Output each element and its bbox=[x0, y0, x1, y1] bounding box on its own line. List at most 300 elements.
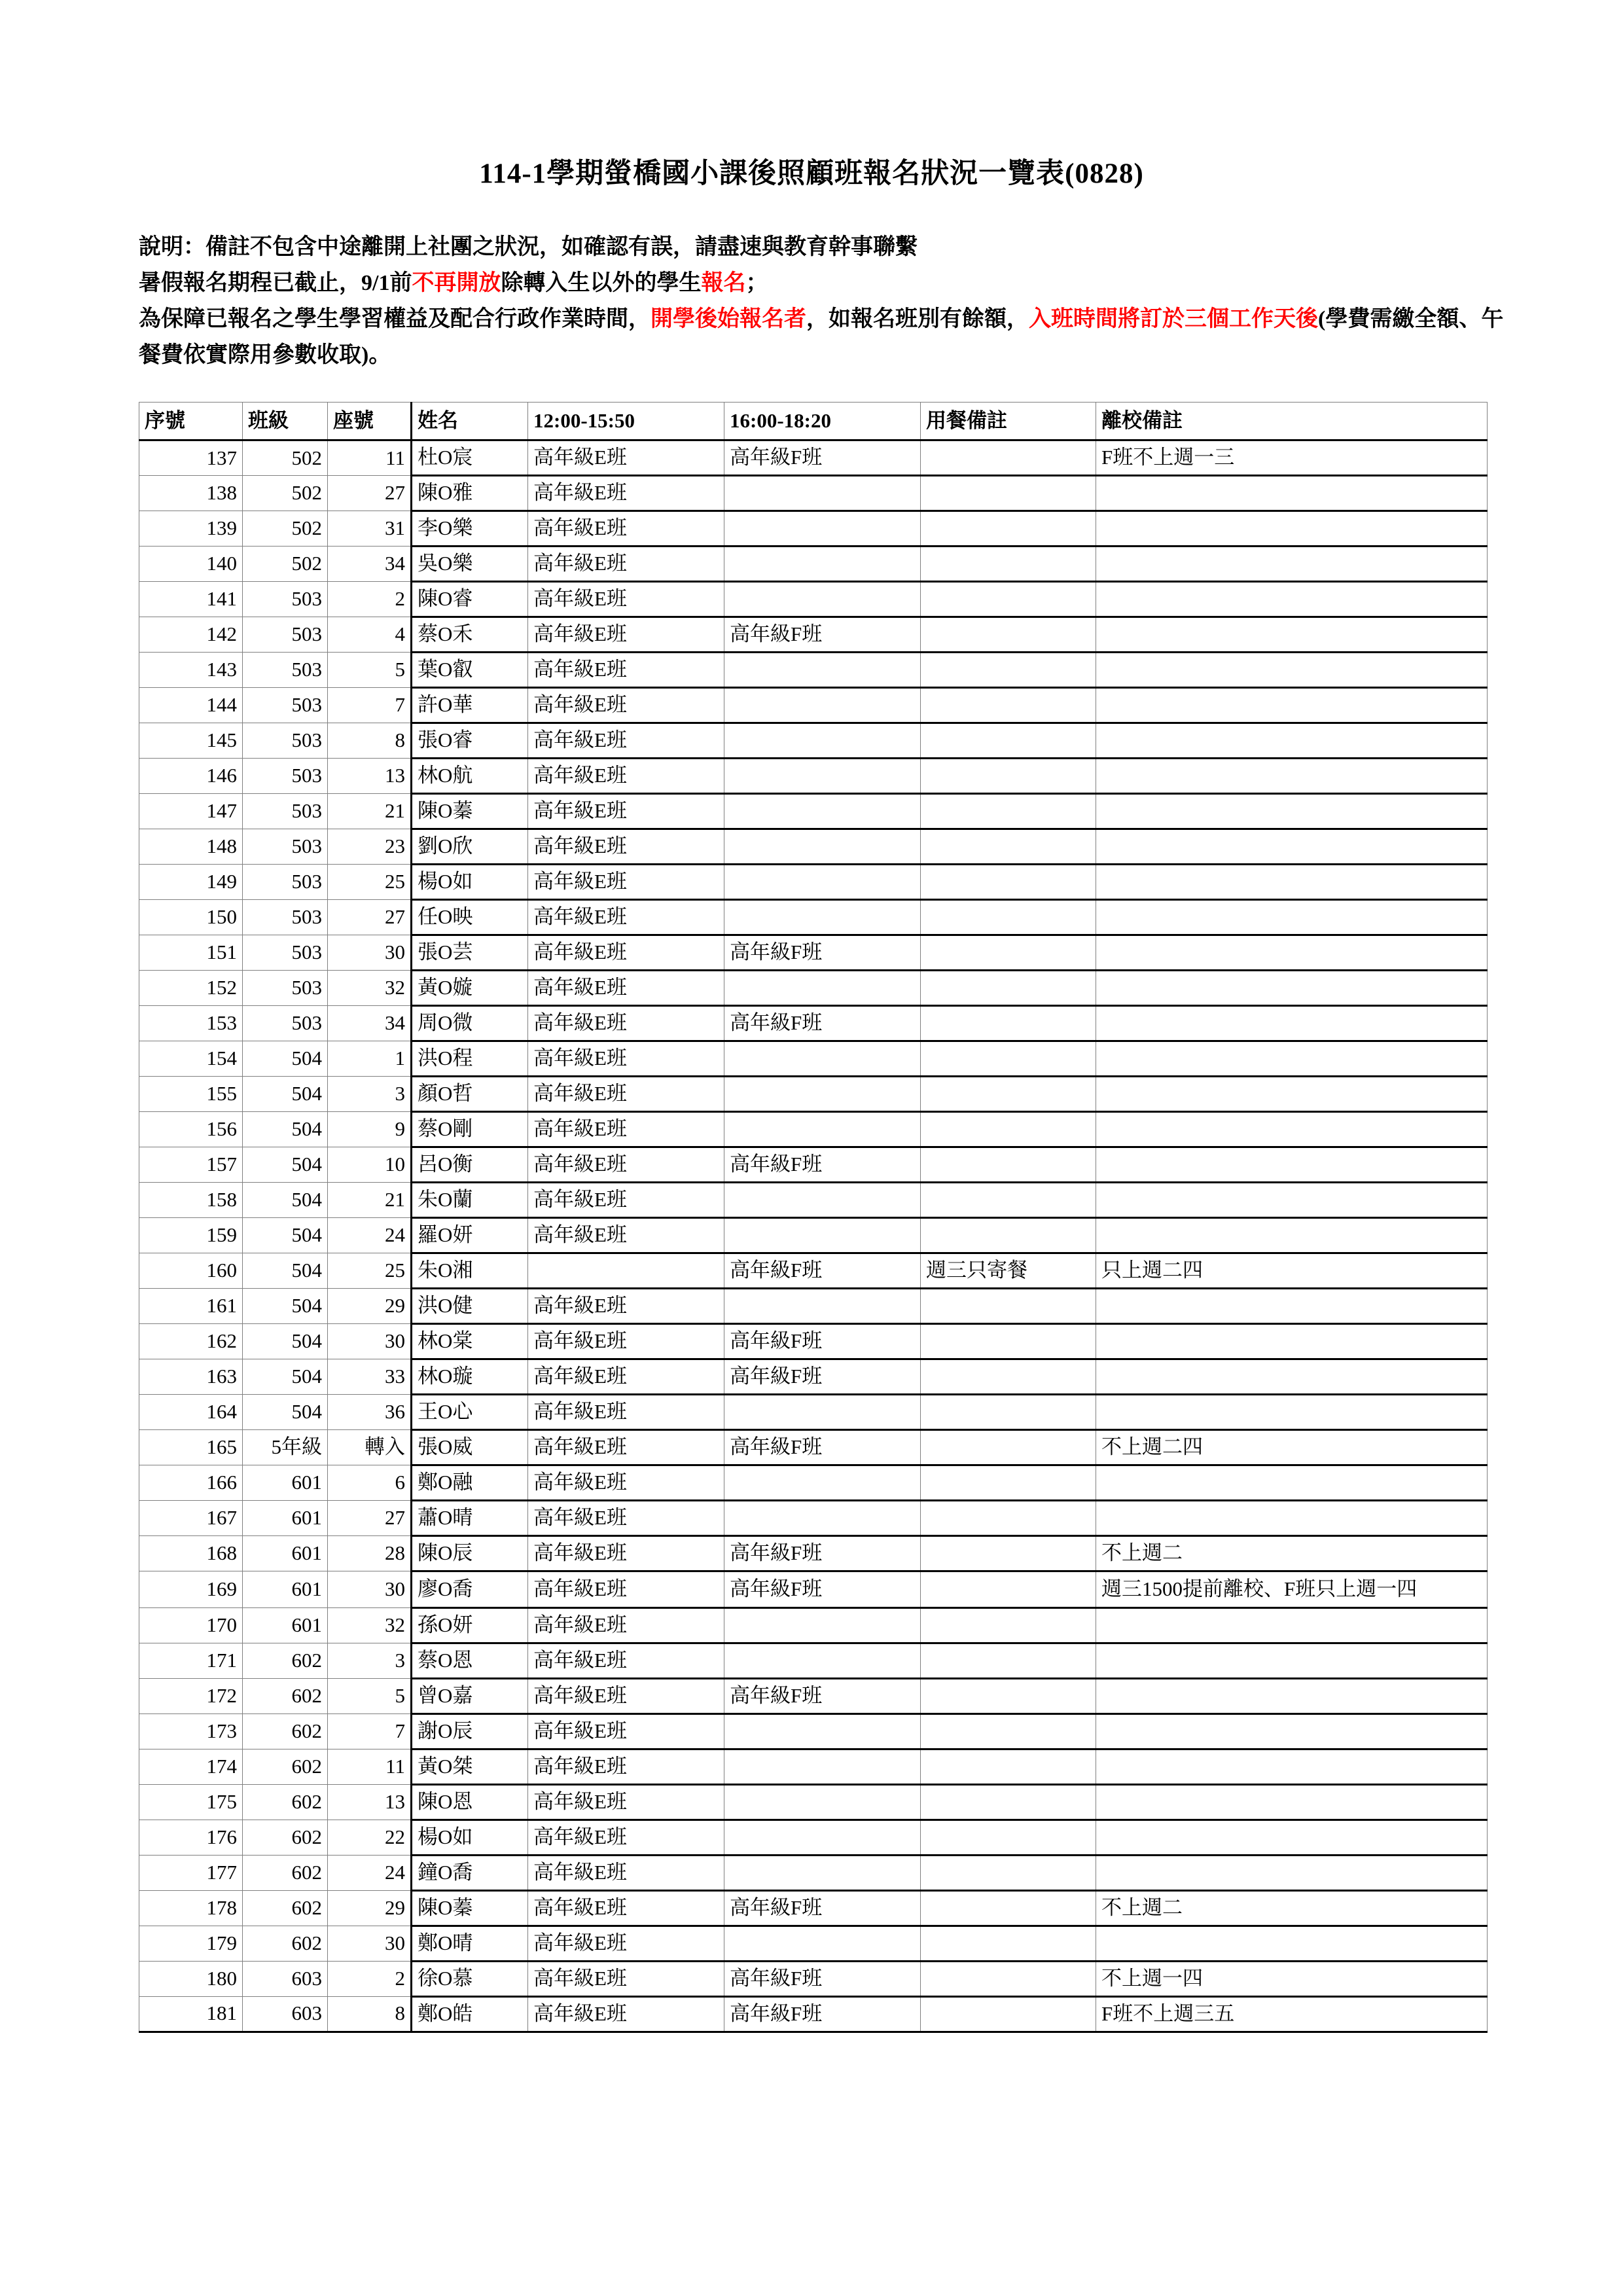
cell-slot-a: 高年級E班 bbox=[528, 899, 724, 935]
cell-slot-a: 高年級E班 bbox=[528, 1926, 724, 1961]
cell-slot-a: 高年級E班 bbox=[528, 1820, 724, 1855]
cell-meal bbox=[921, 1359, 1096, 1394]
table-row bbox=[139, 1820, 1488, 1855]
table-row bbox=[139, 1465, 1488, 1500]
cell-leave bbox=[1096, 899, 1488, 935]
table-row bbox=[139, 1678, 1488, 1713]
table-row bbox=[139, 1111, 1488, 1147]
cell-slot-b: 高年級F班 bbox=[724, 1535, 921, 1571]
cell-seq: 159 bbox=[139, 1217, 243, 1253]
cell-slot-b bbox=[724, 899, 921, 935]
cell-meal bbox=[921, 1041, 1096, 1076]
page-title: 114-1學期螢橋國小課後照顧班報名狀況一覽表(0828) bbox=[479, 158, 1144, 189]
cell-number: 2 bbox=[328, 1961, 412, 1996]
cell-name: 杜O宸 bbox=[412, 440, 528, 475]
cell-seq: 152 bbox=[139, 970, 243, 1005]
cell-class: 504 bbox=[243, 1359, 328, 1394]
cell-leave bbox=[1096, 475, 1488, 511]
cell-meal bbox=[921, 1535, 1096, 1571]
note-line-2 bbox=[139, 265, 1513, 301]
cell-slot-a: 高年級E班 bbox=[528, 1961, 724, 1996]
cell-seq: 138 bbox=[139, 475, 243, 511]
cell-meal bbox=[921, 723, 1096, 758]
cell-number: 24 bbox=[328, 1855, 412, 1890]
cell-seq: 146 bbox=[139, 758, 243, 793]
cell-number: 3 bbox=[328, 1076, 412, 1111]
cell-number: 23 bbox=[328, 829, 412, 864]
cell-number: 5 bbox=[328, 1678, 412, 1713]
cell-slot-a: 高年級E班 bbox=[528, 1500, 724, 1535]
cell-number: 30 bbox=[328, 935, 412, 970]
cell-meal bbox=[921, 511, 1096, 546]
cell-slot-a: 高年級E班 bbox=[528, 1996, 724, 2032]
cell-slot-a: 高年級E班 bbox=[528, 1394, 724, 1429]
cell-meal bbox=[921, 1323, 1096, 1359]
cell-seq: 157 bbox=[139, 1147, 243, 1182]
cell-leave bbox=[1096, 1855, 1488, 1890]
cell-seq: 160 bbox=[139, 1253, 243, 1288]
cell-leave bbox=[1096, 829, 1488, 864]
cell-name: 蔡O剛 bbox=[412, 1111, 528, 1147]
cell-meal bbox=[921, 1926, 1096, 1961]
cell-meal: 週三只寄餐 bbox=[921, 1253, 1096, 1288]
note-line-3-part-b: ，如報名班別有餘額， bbox=[806, 306, 1029, 331]
cell-name: 廖O喬 bbox=[412, 1571, 528, 1607]
table-row bbox=[139, 1288, 1488, 1323]
col-header-slot-a: 12:00-15:50 bbox=[528, 402, 724, 440]
cell-leave bbox=[1096, 1005, 1488, 1041]
cell-leave bbox=[1096, 723, 1488, 758]
cell-meal bbox=[921, 1820, 1096, 1855]
table-row bbox=[139, 935, 1488, 970]
cell-name: 林O棠 bbox=[412, 1323, 528, 1359]
table-row bbox=[139, 864, 1488, 899]
table-row bbox=[139, 440, 1488, 475]
cell-class: 601 bbox=[243, 1607, 328, 1643]
cell-slot-b: 高年級F班 bbox=[724, 617, 921, 652]
cell-name: 周O微 bbox=[412, 1005, 528, 1041]
cell-slot-b: 高年級F班 bbox=[724, 1253, 921, 1288]
cell-name: 謝O辰 bbox=[412, 1713, 528, 1749]
cell-class: 503 bbox=[243, 864, 328, 899]
cell-slot-b bbox=[724, 1394, 921, 1429]
cell-seq: 179 bbox=[139, 1926, 243, 1961]
cell-slot-b bbox=[724, 1041, 921, 1076]
cell-class: 503 bbox=[243, 793, 328, 829]
cell-number: 3 bbox=[328, 1643, 412, 1678]
table-row bbox=[139, 1182, 1488, 1217]
cell-leave bbox=[1096, 1749, 1488, 1784]
col-header-leave: 離校備註 bbox=[1096, 402, 1488, 440]
cell-class: 503 bbox=[243, 935, 328, 970]
table-row bbox=[139, 1855, 1488, 1890]
cell-meal bbox=[921, 475, 1096, 511]
cell-slot-b bbox=[724, 1784, 921, 1820]
cell-slot-a: 高年級E班 bbox=[528, 864, 724, 899]
cell-seq: 158 bbox=[139, 1182, 243, 1217]
cell-slot-b bbox=[724, 1288, 921, 1323]
cell-number: 27 bbox=[328, 1500, 412, 1535]
table-row bbox=[139, 970, 1488, 1005]
cell-meal bbox=[921, 1749, 1096, 1784]
note-line-3-highlight-1: 開學後始報名者 bbox=[651, 306, 806, 331]
cell-slot-b: 高年級F班 bbox=[724, 1678, 921, 1713]
cell-meal bbox=[921, 1961, 1096, 1996]
cell-class: 503 bbox=[243, 652, 328, 687]
cell-number: 24 bbox=[328, 1217, 412, 1253]
cell-leave bbox=[1096, 1678, 1488, 1713]
cell-meal bbox=[921, 864, 1096, 899]
cell-slot-b bbox=[724, 546, 921, 581]
table-row bbox=[139, 1359, 1488, 1394]
cell-class: 602 bbox=[243, 1784, 328, 1820]
cell-leave bbox=[1096, 1784, 1488, 1820]
cell-name: 任O映 bbox=[412, 899, 528, 935]
cell-leave bbox=[1096, 1041, 1488, 1076]
cell-number: 22 bbox=[328, 1820, 412, 1855]
cell-leave bbox=[1096, 1288, 1488, 1323]
table-row bbox=[139, 546, 1488, 581]
cell-class: 504 bbox=[243, 1147, 328, 1182]
cell-class: 504 bbox=[243, 1076, 328, 1111]
cell-slot-b: 高年級F班 bbox=[724, 1147, 921, 1182]
cell-name: 陳O蓁 bbox=[412, 1890, 528, 1926]
cell-seq: 141 bbox=[139, 581, 243, 617]
cell-leave bbox=[1096, 1643, 1488, 1678]
cell-leave: 不上週一四 bbox=[1096, 1961, 1488, 1996]
cell-class: 602 bbox=[243, 1820, 328, 1855]
note-line-2-highlight-2: 報名 bbox=[701, 270, 746, 295]
cell-name: 鄭O融 bbox=[412, 1465, 528, 1500]
cell-slot-a: 高年級E班 bbox=[528, 687, 724, 723]
cell-slot-a: 高年級E班 bbox=[528, 475, 724, 511]
cell-slot-a: 高年級E班 bbox=[528, 1111, 724, 1147]
cell-slot-b bbox=[724, 1926, 921, 1961]
cell-name: 鄭O晴 bbox=[412, 1926, 528, 1961]
cell-leave bbox=[1096, 1926, 1488, 1961]
cell-meal bbox=[921, 829, 1096, 864]
cell-leave bbox=[1096, 864, 1488, 899]
cell-slot-b bbox=[724, 475, 921, 511]
cell-leave: 不上週二四 bbox=[1096, 1429, 1488, 1465]
table-row bbox=[139, 1535, 1488, 1571]
col-header-meal: 用餐備註 bbox=[921, 402, 1096, 440]
cell-slot-a: 高年級E班 bbox=[528, 1217, 724, 1253]
cell-meal bbox=[921, 1500, 1096, 1535]
cell-name: 王O心 bbox=[412, 1394, 528, 1429]
cell-slot-a: 高年級E班 bbox=[528, 1855, 724, 1890]
cell-number: 7 bbox=[328, 687, 412, 723]
cell-number: 30 bbox=[328, 1323, 412, 1359]
cell-slot-a: 高年級E班 bbox=[528, 1076, 724, 1111]
cell-slot-b bbox=[724, 1820, 921, 1855]
cell-meal bbox=[921, 1713, 1096, 1749]
cell-leave-text: 週三1500提前離校、F班只上週一四 bbox=[1101, 1577, 1418, 1600]
col-header-class: 班級 bbox=[243, 402, 328, 440]
cell-class: 503 bbox=[243, 723, 328, 758]
cell-number: 34 bbox=[328, 1005, 412, 1041]
cell-name: 楊O如 bbox=[412, 864, 528, 899]
cell-slot-a bbox=[528, 1253, 724, 1288]
cell-class: 502 bbox=[243, 440, 328, 475]
cell-leave bbox=[1096, 935, 1488, 970]
cell-name: 陳O辰 bbox=[412, 1535, 528, 1571]
cell-class: 504 bbox=[243, 1111, 328, 1147]
table-row bbox=[139, 652, 1488, 687]
cell-leave bbox=[1096, 1500, 1488, 1535]
cell-class: 504 bbox=[243, 1182, 328, 1217]
cell-class: 504 bbox=[243, 1394, 328, 1429]
cell-leave bbox=[1096, 793, 1488, 829]
cell-leave bbox=[1096, 1571, 1488, 1607]
cell-slot-b bbox=[724, 793, 921, 829]
cell-name: 楊O如 bbox=[412, 1820, 528, 1855]
table-row bbox=[139, 1147, 1488, 1182]
cell-class: 503 bbox=[243, 899, 328, 935]
cell-meal bbox=[921, 1678, 1096, 1713]
cell-slot-b bbox=[724, 970, 921, 1005]
cell-name: 鄭O皓 bbox=[412, 1996, 528, 2032]
cell-name: 洪O健 bbox=[412, 1288, 528, 1323]
cell-meal bbox=[921, 1076, 1096, 1111]
cell-slot-a: 高年級E班 bbox=[528, 1713, 724, 1749]
cell-slot-a: 高年級E班 bbox=[528, 723, 724, 758]
note-line-4-highlight-3: 三個工作天後 bbox=[1185, 306, 1318, 331]
cell-slot-a: 高年級E班 bbox=[528, 1182, 724, 1217]
cell-slot-b bbox=[724, 723, 921, 758]
cell-leave bbox=[1096, 1111, 1488, 1147]
registration-roster-table bbox=[139, 402, 1488, 2033]
cell-slot-b: 高年級F班 bbox=[724, 1429, 921, 1465]
cell-slot-b bbox=[724, 1465, 921, 1500]
cell-meal bbox=[921, 1890, 1096, 1926]
cell-number: 5 bbox=[328, 652, 412, 687]
table-header-row bbox=[139, 402, 1488, 440]
cell-slot-a: 高年級E班 bbox=[528, 440, 724, 475]
cell-name: 陳O雅 bbox=[412, 475, 528, 511]
cell-slot-a: 高年級E班 bbox=[528, 1147, 724, 1182]
cell-leave bbox=[1096, 1217, 1488, 1253]
table-row bbox=[139, 1076, 1488, 1111]
cell-number: 30 bbox=[328, 1926, 412, 1961]
cell-slot-a: 高年級E班 bbox=[528, 935, 724, 970]
cell-number: 7 bbox=[328, 1713, 412, 1749]
cell-seq: 166 bbox=[139, 1465, 243, 1500]
cell-slot-b bbox=[724, 511, 921, 546]
cell-slot-b bbox=[724, 1713, 921, 1749]
cell-seq: 169 bbox=[139, 1571, 243, 1607]
cell-seq: 167 bbox=[139, 1500, 243, 1535]
cell-number: 32 bbox=[328, 970, 412, 1005]
cell-name: 劉O欣 bbox=[412, 829, 528, 864]
cell-number: 30 bbox=[328, 1571, 412, 1607]
cell-class: 601 bbox=[243, 1465, 328, 1500]
cell-slot-b bbox=[724, 1749, 921, 1784]
cell-seq: 151 bbox=[139, 935, 243, 970]
cell-class: 503 bbox=[243, 970, 328, 1005]
cell-meal bbox=[921, 793, 1096, 829]
cell-seq: 176 bbox=[139, 1820, 243, 1855]
cell-leave bbox=[1096, 1394, 1488, 1429]
cell-class: 502 bbox=[243, 546, 328, 581]
cell-class: 603 bbox=[243, 1996, 328, 2032]
cell-slot-b bbox=[724, 758, 921, 793]
cell-number: 1 bbox=[328, 1041, 412, 1076]
cell-leave bbox=[1096, 1713, 1488, 1749]
cell-name: 呂O衡 bbox=[412, 1147, 528, 1182]
cell-class: 504 bbox=[243, 1217, 328, 1253]
cell-meal bbox=[921, 970, 1096, 1005]
cell-class: 503 bbox=[243, 581, 328, 617]
note-line-2-part-b: 除轉入生以外的學生 bbox=[501, 270, 702, 295]
col-header-seq: 序號 bbox=[139, 402, 243, 440]
table-row bbox=[139, 1643, 1488, 1678]
cell-leave: F班不上週三五 bbox=[1096, 1996, 1488, 2032]
cell-number: 轉入 bbox=[328, 1429, 412, 1465]
cell-seq: 154 bbox=[139, 1041, 243, 1076]
table-row bbox=[139, 723, 1488, 758]
cell-slot-b bbox=[724, 1182, 921, 1217]
cell-slot-a: 高年級E班 bbox=[528, 1359, 724, 1394]
cell-slot-b bbox=[724, 652, 921, 687]
cell-slot-a: 高年級E班 bbox=[528, 758, 724, 793]
cell-slot-b bbox=[724, 829, 921, 864]
cell-seq: 163 bbox=[139, 1359, 243, 1394]
cell-number: 9 bbox=[328, 1111, 412, 1147]
cell-slot-b: 高年級F班 bbox=[724, 935, 921, 970]
cell-seq: 181 bbox=[139, 1996, 243, 2032]
note-line-3 bbox=[139, 301, 1513, 373]
cell-name: 洪O程 bbox=[412, 1041, 528, 1076]
cell-leave bbox=[1096, 1147, 1488, 1182]
cell-seq: 143 bbox=[139, 652, 243, 687]
table-row bbox=[139, 1571, 1488, 1607]
cell-leave bbox=[1096, 1076, 1488, 1111]
cell-seq: 162 bbox=[139, 1323, 243, 1359]
cell-meal bbox=[921, 1784, 1096, 1820]
cell-seq: 150 bbox=[139, 899, 243, 935]
cell-meal bbox=[921, 1996, 1096, 2032]
cell-meal bbox=[921, 1111, 1096, 1147]
table-row bbox=[139, 829, 1488, 864]
cell-name: 張O芸 bbox=[412, 935, 528, 970]
cell-number: 13 bbox=[328, 1784, 412, 1820]
cell-slot-a: 高年級E班 bbox=[528, 970, 724, 1005]
cell-seq: 161 bbox=[139, 1288, 243, 1323]
cell-leave bbox=[1096, 1607, 1488, 1643]
cell-name: 蔡O禾 bbox=[412, 617, 528, 652]
cell-class: 602 bbox=[243, 1643, 328, 1678]
cell-name: 陳O睿 bbox=[412, 581, 528, 617]
cell-seq: 177 bbox=[139, 1855, 243, 1890]
cell-meal bbox=[921, 899, 1096, 935]
col-header-slot-b: 16:00-18:20 bbox=[724, 402, 921, 440]
cell-name: 吳O樂 bbox=[412, 546, 528, 581]
cell-slot-b bbox=[724, 581, 921, 617]
cell-name: 朱O蘭 bbox=[412, 1182, 528, 1217]
cell-slot-a: 高年級E班 bbox=[528, 652, 724, 687]
table-row bbox=[139, 1961, 1488, 1996]
cell-leave bbox=[1096, 1359, 1488, 1394]
cell-number: 10 bbox=[328, 1147, 412, 1182]
cell-number: 36 bbox=[328, 1394, 412, 1429]
cell-meal bbox=[921, 440, 1096, 475]
cell-leave bbox=[1096, 1465, 1488, 1500]
cell-name: 蕭O晴 bbox=[412, 1500, 528, 1535]
cell-number: 32 bbox=[328, 1607, 412, 1643]
table-row bbox=[139, 1217, 1488, 1253]
cell-name: 陳O恩 bbox=[412, 1784, 528, 1820]
cell-class: 503 bbox=[243, 687, 328, 723]
cell-slot-a: 高年級E班 bbox=[528, 1678, 724, 1713]
cell-class: 503 bbox=[243, 758, 328, 793]
cell-slot-b bbox=[724, 1076, 921, 1111]
cell-slot-a: 高年級E班 bbox=[528, 829, 724, 864]
table-row bbox=[139, 1429, 1488, 1465]
cell-class: 601 bbox=[243, 1535, 328, 1571]
cell-slot-a: 高年級E班 bbox=[528, 1607, 724, 1643]
cell-slot-b bbox=[724, 1607, 921, 1643]
cell-leave bbox=[1096, 617, 1488, 652]
cell-meal bbox=[921, 1465, 1096, 1500]
note-line-3-highlight-2: 入班時間將訂於 bbox=[1029, 306, 1185, 331]
roster-table-wrap bbox=[139, 402, 1487, 2033]
cell-name: 張O睿 bbox=[412, 723, 528, 758]
cell-number: 4 bbox=[328, 617, 412, 652]
cell-slot-a: 高年級E班 bbox=[528, 1323, 724, 1359]
cell-seq: 165 bbox=[139, 1429, 243, 1465]
cell-name: 李O樂 bbox=[412, 511, 528, 546]
cell-name: 孫O妍 bbox=[412, 1607, 528, 1643]
cell-slot-b bbox=[724, 1217, 921, 1253]
cell-meal bbox=[921, 1182, 1096, 1217]
cell-number: 27 bbox=[328, 475, 412, 511]
cell-number: 8 bbox=[328, 1996, 412, 2032]
table-row bbox=[139, 1394, 1488, 1429]
table-row bbox=[139, 1323, 1488, 1359]
cell-seq: 174 bbox=[139, 1749, 243, 1784]
cell-seq: 180 bbox=[139, 1961, 243, 1996]
cell-leave bbox=[1096, 1323, 1488, 1359]
roster-table-body bbox=[139, 440, 1488, 2032]
cell-slot-b: 高年級F班 bbox=[724, 1890, 921, 1926]
cell-slot-b bbox=[724, 1111, 921, 1147]
notes-block bbox=[139, 229, 1513, 373]
cell-slot-a: 高年級E班 bbox=[528, 1749, 724, 1784]
cell-number: 31 bbox=[328, 511, 412, 546]
cell-slot-b bbox=[724, 864, 921, 899]
cell-class: 504 bbox=[243, 1253, 328, 1288]
cell-seq: 175 bbox=[139, 1784, 243, 1820]
table-row bbox=[139, 1500, 1488, 1535]
cell-name: 黃O桀 bbox=[412, 1749, 528, 1784]
note-line-2-part-c: ； bbox=[745, 270, 768, 295]
table-row bbox=[139, 1784, 1488, 1820]
cell-seq: 168 bbox=[139, 1535, 243, 1571]
table-row bbox=[139, 475, 1488, 511]
cell-class: 602 bbox=[243, 1749, 328, 1784]
cell-name: 鐘O喬 bbox=[412, 1855, 528, 1890]
cell-seq: 145 bbox=[139, 723, 243, 758]
cell-class: 502 bbox=[243, 511, 328, 546]
cell-meal bbox=[921, 935, 1096, 970]
cell-slot-b: 高年級F班 bbox=[724, 1961, 921, 1996]
cell-class: 502 bbox=[243, 475, 328, 511]
cell-meal bbox=[921, 1147, 1096, 1182]
table-row bbox=[139, 617, 1488, 652]
cell-slot-b: 高年級F班 bbox=[724, 1323, 921, 1359]
cell-slot-a: 高年級E班 bbox=[528, 1784, 724, 1820]
